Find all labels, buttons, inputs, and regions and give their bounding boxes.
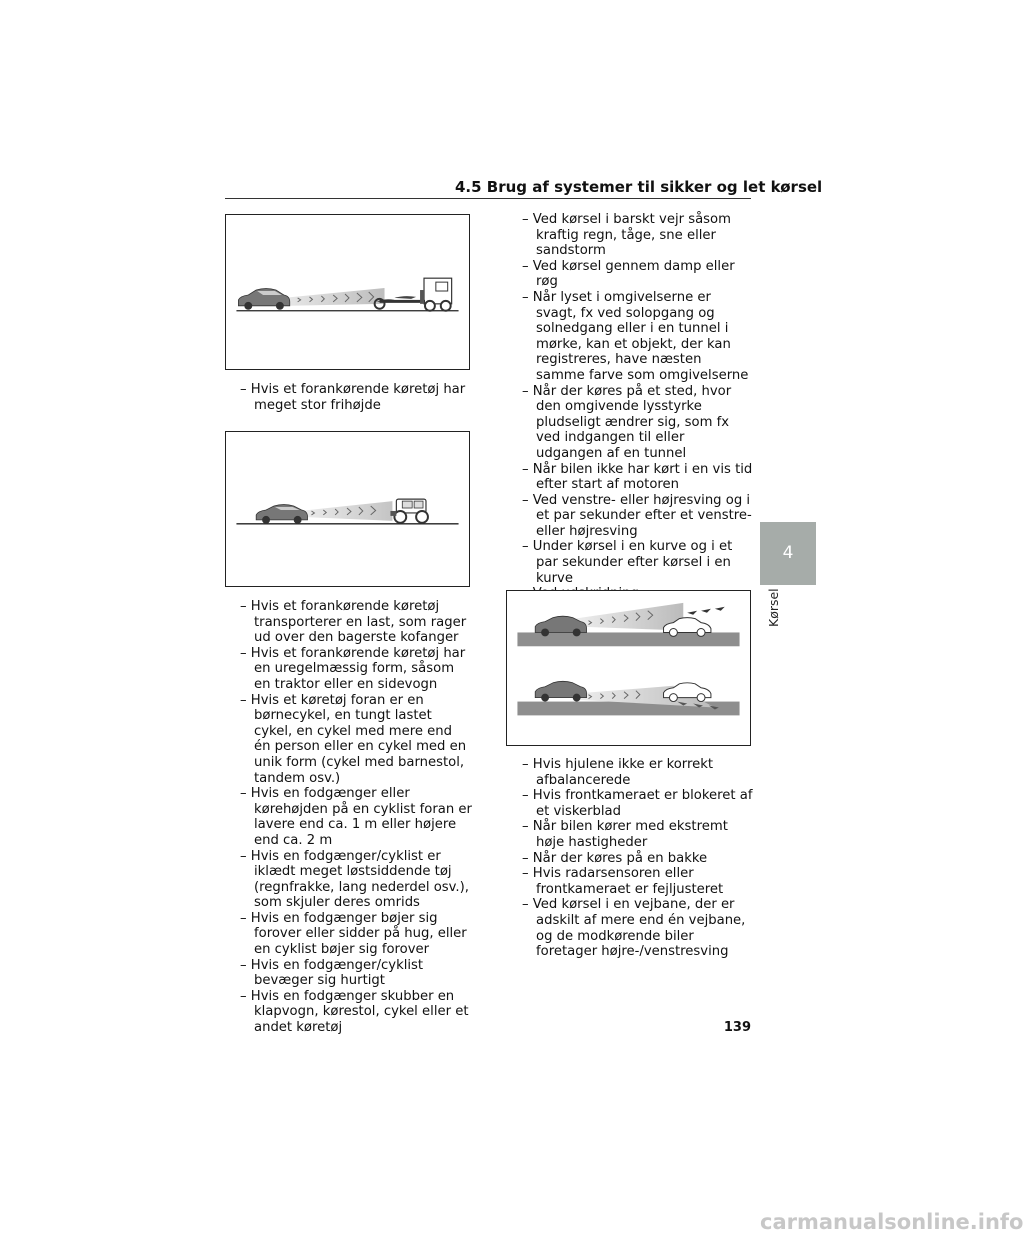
chapter-label: Kørsel xyxy=(766,588,781,627)
figure-irregular-vehicle xyxy=(225,431,470,587)
figure-vehicle-nose-up-down xyxy=(506,590,751,746)
list-item: – Hvis en fodgænger eller kørehøjden på en cyklist foran er lavere end ca. 1 m eller højere end ca. 2 m xyxy=(240,786,472,848)
car-slope-illustration-icon xyxy=(507,591,750,745)
list-item: – Når bilen ikke har kørt i en vis tid efter start af motoren xyxy=(522,462,754,493)
list-item: – Ved kørsel i en vejbane, der er adskilt af mere end én vejbane, og de modkørende biler foretager højre-/venstresving xyxy=(522,897,754,959)
list-item: – Hvis en fodgænger/cyklist bevæger sig hurtigt xyxy=(240,958,472,989)
list-item: – Når lyset i omgivelserne er svagt, fx ved solopgang og solnedgang eller i en tunnel i mørke, kan et objekt, der kan registreres, have næsten samme farve som omgivelserne xyxy=(522,290,754,384)
section-header: 4.5 Brug af systemer til sikker og let kørsel xyxy=(455,178,823,196)
list-item: – Hvis et køretøj foran er en børnecykel, en tungt lastet cykel, en cykel med mere end én person eller en cykel med en unik form (cykel med barnestol, tandem osv.) xyxy=(240,693,472,787)
list-item: – Når bilen kører med ekstremt høje hastigheder xyxy=(522,819,754,850)
list-item: – Hvis en fodgænger skubber en klapvogn, kørestol, cykel eller et andet køretøj xyxy=(240,989,472,1036)
list-item: – Hvis et forankørende køretøj transporterer en last, som rager ud over den bagerste kofanger xyxy=(240,599,472,646)
chapter-tab: 4 xyxy=(760,522,816,585)
page-number: 139 xyxy=(723,1020,751,1035)
header-rule xyxy=(225,198,751,199)
list-item: – Under kørsel i en kurve og i et par sekunder efter kørsel i en kurve xyxy=(522,539,754,586)
list-item: – Hvis et forankørende køretøj har meget stor frihøjde xyxy=(240,382,470,413)
car-tractor-illustration-icon xyxy=(226,432,469,586)
figure-high-clearance-truck xyxy=(225,214,470,370)
watermark: carmanualsonline.info xyxy=(760,1210,1023,1234)
list-item: – Hvis hjulene ikke er korrekt afbalancerede xyxy=(522,757,754,788)
list-item: – Hvis et forankørende køretøj har en uregelmæssig form, såsom en traktor eller en sidevogn xyxy=(240,646,472,693)
list-item: – Ved kørsel gennem damp eller røg xyxy=(522,259,754,290)
car-truck-illustration-icon xyxy=(226,215,469,369)
list-item: – Hvis frontkameraet er blokeret af et viskerblad xyxy=(522,788,754,819)
list-item: – Hvis en fodgænger/cyklist er iklædt meget løstsiddende tøj (regnfrakke, lang nederdel osv.), som skjuler deres omrids xyxy=(240,849,472,911)
list-item: – Ved kørsel i barskt vejr såsom kraftig regn, tåge, sne eller sandstorm xyxy=(522,212,754,259)
list-right-1 xyxy=(522,212,754,633)
list-right-2 xyxy=(522,757,754,960)
list-item: – Når der køres på et sted, hvor den omgivende lysstyrke pludseligt ændrer sig, som fx ved indgangen til eller udgangen af en tunnel xyxy=(522,384,754,462)
list-item: – Hvis en fodgænger bøjer sig forover eller sidder på hug, eller en cyklist bøjer sig forover xyxy=(240,911,472,958)
list-item: – Når der køres på en bakke xyxy=(522,851,754,867)
list-item: – Ved venstre- eller højresving og i et par sekunder efter et venstre- eller højresving xyxy=(522,493,754,540)
list-item: – Hvis radarsensoren eller frontkameraet er fejljusteret xyxy=(522,866,754,897)
list-left-2 xyxy=(240,599,472,1036)
list-left-1 xyxy=(240,382,470,413)
